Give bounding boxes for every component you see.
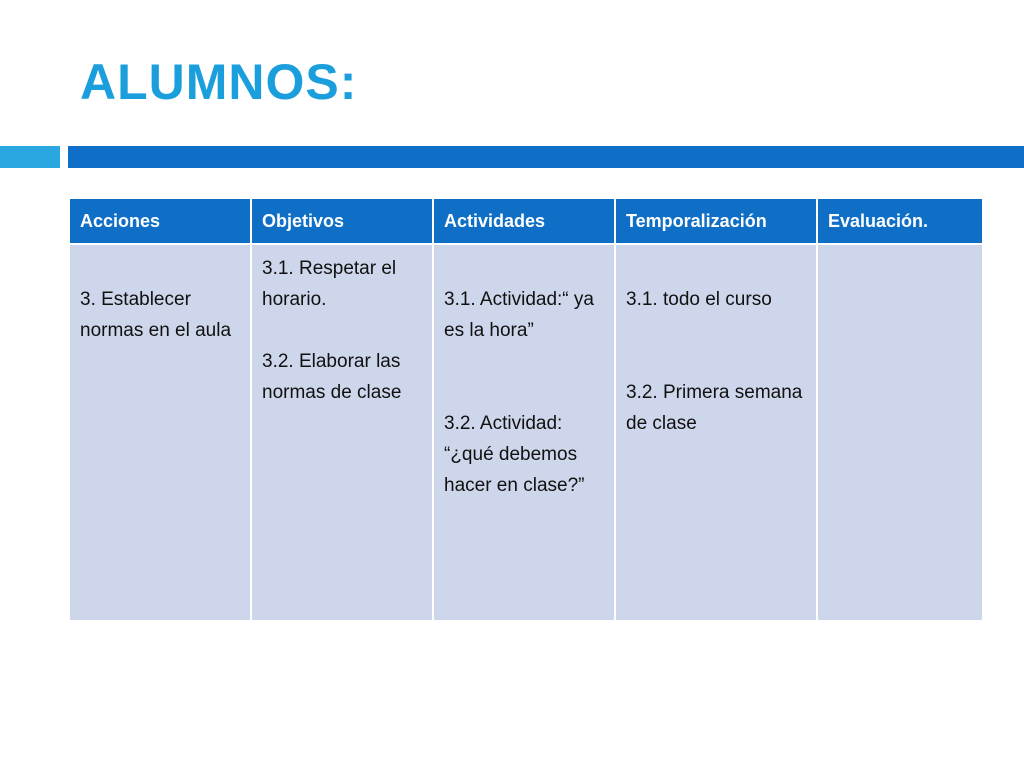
cell-acciones: [69, 244, 251, 621]
actividad-3-1: 3.1. Actividad:“ ya es la hora”: [444, 289, 594, 341]
accent-bar-left: [0, 146, 60, 168]
acciones-text: 3. Establecer normas en el aula: [80, 289, 232, 341]
cell-actividades: [433, 244, 615, 621]
header-actividades: Actividades: [433, 198, 615, 244]
temporalizacion-3-1: 3.1. todo el curso: [626, 289, 772, 310]
header-evaluacion: Evaluación.: [817, 198, 983, 244]
header-temporalizacion: Temporalización: [615, 198, 817, 244]
header-objetivos: Objetivos: [251, 198, 433, 244]
slide-title: ALUMNOS:: [80, 54, 358, 110]
cell-objetivos: [251, 244, 433, 621]
cell-temporalizacion: [615, 244, 817, 621]
table-row: [69, 244, 983, 621]
temporalizacion-3-2: 3.2. Primera semana de clase: [626, 382, 803, 434]
header-acciones: Acciones: [69, 198, 251, 244]
actividad-3-2: 3.2. Actividad: “¿qué debemos hacer en clase?”: [444, 413, 585, 496]
table-header-row: [69, 198, 983, 244]
cell-evaluacion: [817, 244, 983, 621]
accent-bar-right: [68, 146, 1024, 168]
objetivo-3-1: 3.1. Respetar el horario.: [262, 258, 397, 310]
planning-table: [68, 197, 984, 622]
objetivo-3-2: 3.2. Elaborar las normas de clase: [262, 351, 402, 403]
